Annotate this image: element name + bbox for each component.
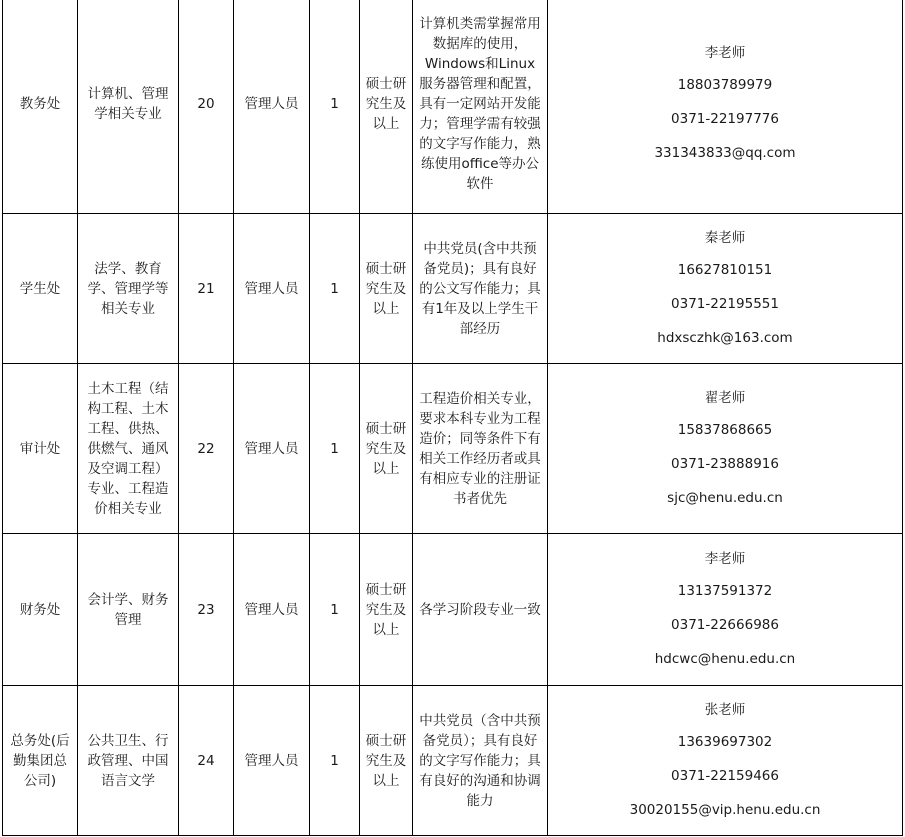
count-cell: 1 <box>310 0 360 214</box>
contact-cell <box>548 364 903 534</box>
position-cell: 管理人员 <box>234 0 310 214</box>
dept-cell: 审计处 <box>3 364 78 534</box>
dept-cell: 学生处 <box>3 214 78 364</box>
contact-email: 30020155@vip.henu.edu.cn <box>629 801 821 818</box>
table-row <box>3 214 903 364</box>
contact-name: 翟老师 <box>704 389 746 406</box>
degree-cell: 硕士研究生及以上 <box>360 364 413 534</box>
contact-cell <box>548 0 903 214</box>
major-cell: 公共卫生、行政管理、中国语言文学 <box>78 686 179 836</box>
major-cell: 计算机、管理学相关专业 <box>78 0 179 214</box>
requirement-cell: 各学习阶段专业一致 <box>413 534 548 686</box>
contact-name: 秦老师 <box>704 229 746 246</box>
degree-cell: 硕士研究生及以上 <box>360 214 413 364</box>
position-cell: 管理人员 <box>234 534 310 686</box>
contact-mobile: 18803789979 <box>677 77 773 93</box>
count-cell: 1 <box>310 534 360 686</box>
table-row <box>3 0 903 214</box>
major-cell: 会计学、财务管理 <box>78 534 179 686</box>
code-cell: 21 <box>179 214 234 364</box>
major-cell: 土木工程（结构工程、土木工程、供热、供燃气、通风及空调工程）专业、工程造价相关专业 <box>78 364 179 534</box>
contact-phone: 0371-22197776 <box>671 111 779 127</box>
contact-mobile: 13137591372 <box>677 582 773 599</box>
contact-email: hdxsczhk@163.com <box>657 329 793 346</box>
dept-cell: 财务处 <box>3 534 78 686</box>
contact-phone: 0371-22666986 <box>671 616 779 633</box>
code-cell: 22 <box>179 364 234 534</box>
recruitment-table <box>2 0 903 836</box>
contact-email: 331343833@qq.com <box>654 145 796 161</box>
major-cell: 法学、教育学、管理学等相关专业 <box>78 214 179 364</box>
requirement-cell: 中共党员(含中共预备党员)；具有良好的公文写作能力；具有1年及以上学生干部经历 <box>413 214 548 364</box>
contact-cell <box>548 534 903 686</box>
contact-mobile: 15837868665 <box>677 421 773 438</box>
code-cell: 20 <box>179 0 234 214</box>
contact-email: hdcwc@henu.edu.cn <box>654 650 796 667</box>
degree-cell: 硕士研究生及以上 <box>360 534 413 686</box>
table-row <box>3 686 903 836</box>
dept-cell: 教务处 <box>3 0 78 214</box>
requirement-cell: 中共党员（含中共预备党员）；具有良好的文字写作能力；具有良好的沟通和协调能力 <box>413 686 548 836</box>
contact-name: 李老师 <box>704 45 746 61</box>
table-row <box>3 534 903 686</box>
count-cell: 1 <box>310 214 360 364</box>
position-cell: 管理人员 <box>234 364 310 534</box>
position-cell: 管理人员 <box>234 686 310 836</box>
requirement-cell: 工程造价相关专业，要求本科专业为工程造价；同等条件下有相关工作经历者或具有相应专业的注册证书者优先 <box>413 364 548 534</box>
contact-phone: 0371-23888916 <box>671 455 779 472</box>
code-cell: 23 <box>179 534 234 686</box>
contact-mobile: 13639697302 <box>677 733 773 750</box>
code-cell: 24 <box>179 686 234 836</box>
dept-cell: 总务处(后勤集团总公司) <box>3 686 78 836</box>
contact-phone: 0371-22195551 <box>671 295 779 312</box>
contact-name: 李老师 <box>704 550 746 567</box>
contact-email: sjc@henu.edu.cn <box>667 489 783 506</box>
degree-cell: 硕士研究生及以上 <box>360 0 413 214</box>
requirement-cell: 计算机类需掌握常用数据库的使用，Windows和Linux服务器管理和配置，具有一定网站开发能力；管理学需有较强的文字写作能力，熟练使用office等办公软件 <box>413 0 548 214</box>
contact-name: 张老师 <box>704 701 746 718</box>
count-cell: 1 <box>310 364 360 534</box>
degree-cell: 硕士研究生及以上 <box>360 686 413 836</box>
contact-cell <box>548 214 903 364</box>
count-cell: 1 <box>310 686 360 836</box>
contact-mobile: 16627810151 <box>677 261 773 278</box>
position-cell: 管理人员 <box>234 214 310 364</box>
table-row <box>3 364 903 534</box>
contact-phone: 0371-22159466 <box>671 767 779 784</box>
contact-cell <box>548 686 903 836</box>
